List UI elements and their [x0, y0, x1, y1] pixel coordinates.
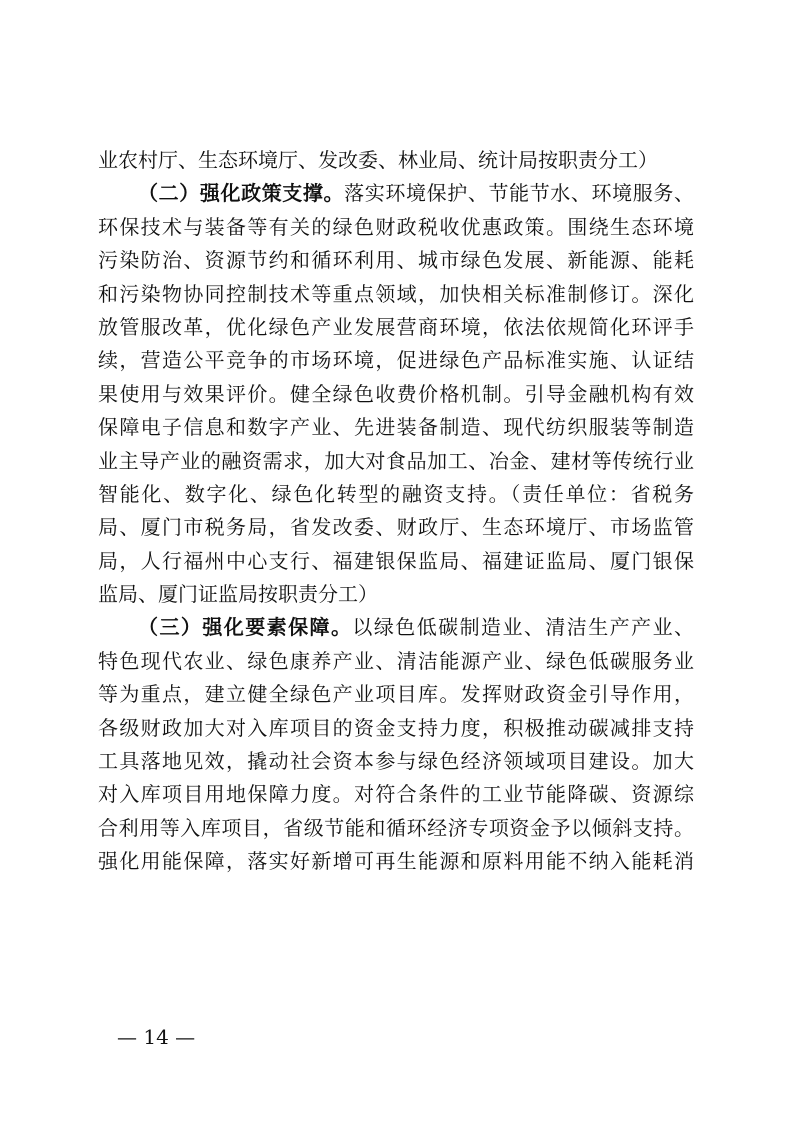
- paragraph-2-heading: （二）强化政策支撑。: [138, 181, 345, 206]
- paragraph-3-first-line: [98, 611, 694, 644]
- text-line: 强化用能保障，落实好新增可再生能源和原料用能不纳入能耗消: [98, 849, 694, 874]
- paragraph-3-lead: 以绿色低碳制造业、清洁生产产业、: [352, 615, 695, 640]
- page-number: — 14 —: [117, 1025, 196, 1049]
- paragraph-2-lead: 落实环境保护、节能节水、环境服务、: [344, 181, 695, 206]
- text-line: 等为重点，建立健全绿色产业项目库。发挥财政资金引导作用，: [98, 682, 694, 707]
- text-line: 环保技术与装备等有关的绿色财政税收优惠政策。围绕生态环境: [98, 214, 694, 239]
- document-body: [98, 144, 694, 879]
- text-line: 智能化、数字化、绿色化转型的融资支持。（责任单位：省税务: [98, 481, 694, 506]
- text-line: 对入库项目用地保障力度。对符合条件的工业节能降碳、资源综: [98, 782, 694, 807]
- text-line: 合利用等入库项目，省级节能和循环经济专项资金予以倾斜支持。: [98, 815, 694, 840]
- paragraph-3-heading: （三）强化要素保障。: [138, 615, 353, 640]
- text-line: 局，人行福州中心支行、福建银保监局、福建证监局、厦门银保: [98, 548, 694, 573]
- text-line: 放管服改革，优化绿色产业发展营商环境，依法依规简化环评手: [98, 314, 694, 339]
- text-line: 果使用与效果评价。健全绿色收费价格机制。引导金融机构有效: [98, 381, 694, 406]
- text-line: 和污染物协同控制技术等重点领域，加快相关标准制修订。深化: [98, 281, 694, 306]
- text-line: 监局、厦门证监局按职责分工）: [98, 582, 378, 607]
- text-line: 局、厦门市税务局，省发改委、财政厅、生态环境厅、市场监管: [98, 515, 694, 540]
- text-line: 业主导产业的融资需求，加大对食品加工、冶金、建材等传统行业: [98, 448, 694, 473]
- text-line: 污染防治、资源节约和循环利用、城市绿色发展、新能源、能耗: [98, 248, 694, 273]
- text-line: 保障电子信息和数字产业、先进装备制造、现代纺织服装等制造: [98, 415, 694, 440]
- text-line: 特色现代农业、绿色康养产业、清洁能源产业、绿色低碳服务业: [98, 648, 694, 673]
- text-line: 工具落地见效，撬动社会资本参与绿色经济领域项目建设。加大: [98, 749, 694, 774]
- text-line: 续，营造公平竞争的市场环境，促进绿色产品标准实施、认证结: [98, 348, 694, 373]
- text-line: 业农村厅、生态环境厅、发改委、林业局、统计局按职责分工）: [98, 148, 658, 172]
- paragraph-2-first-line: [98, 177, 694, 210]
- text-line: 各级财政加大对入库项目的资金支持力度，积极推动碳减排支持: [98, 715, 694, 740]
